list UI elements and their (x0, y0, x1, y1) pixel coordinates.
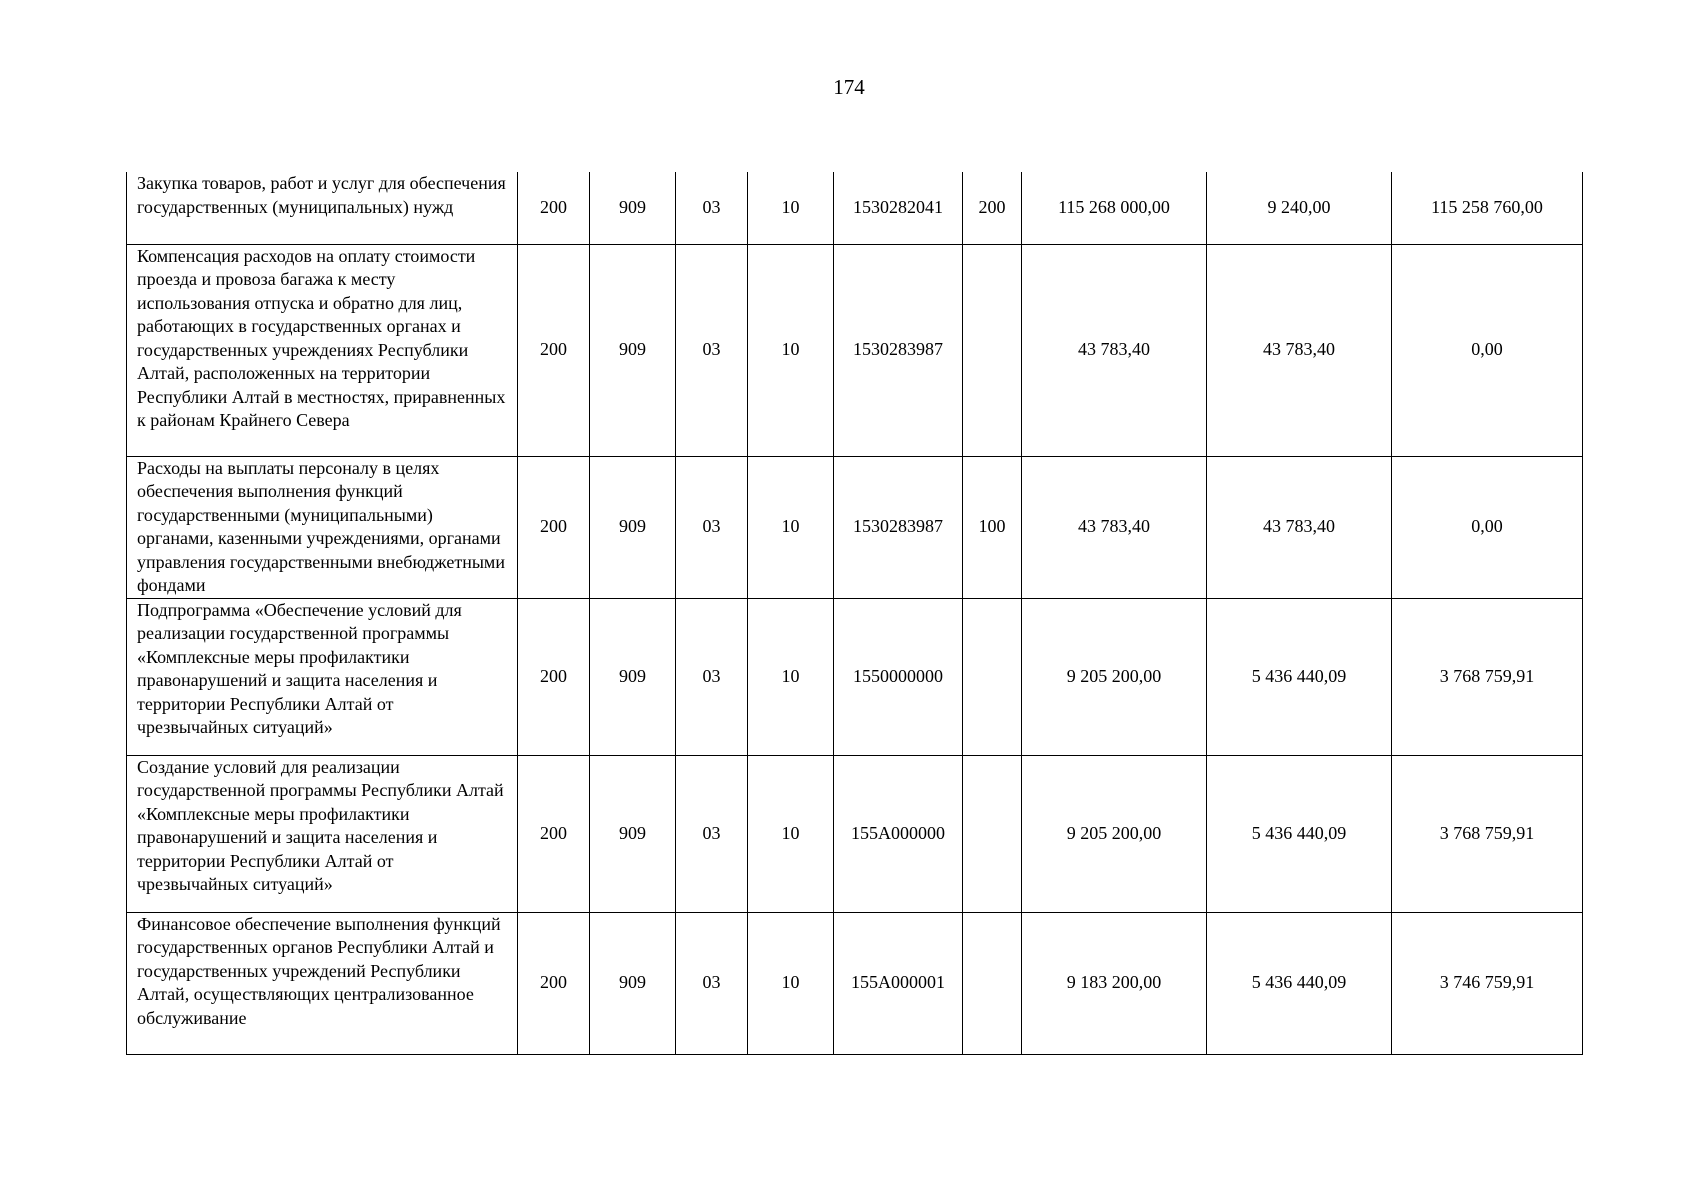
cell-subsection: 10 (748, 598, 834, 755)
cell-approved: 43 783,40 (1022, 456, 1207, 598)
cell-remaining: 0,00 (1392, 244, 1583, 456)
cell-subsection: 10 (748, 172, 834, 244)
cell-subsection: 10 (748, 912, 834, 1054)
cell-executed: 5 436 440,09 (1207, 598, 1392, 755)
cell-expense-type: 100 (963, 456, 1022, 598)
cell-remaining: 115 258 760,00 (1392, 172, 1583, 244)
table-row (127, 598, 1583, 755)
cell-subsection: 10 (748, 456, 834, 598)
cell-executed: 9 240,00 (1207, 172, 1392, 244)
cell-admin-code: 200 (518, 755, 590, 912)
cell-approved: 9 205 200,00 (1022, 598, 1207, 755)
cell-section: 03 (676, 172, 748, 244)
cell-ministry-code: 909 (590, 244, 676, 456)
cell-section: 03 (676, 598, 748, 755)
cell-approved: 43 783,40 (1022, 244, 1207, 456)
cell-executed: 43 783,40 (1207, 244, 1392, 456)
cell-admin-code: 200 (518, 172, 590, 244)
row-description: Финансовое обеспечение выполнения функций государственных органов Республики Алтай и государственных учреждений Республики Алтай, осуществляющих централизованное обслуживание (127, 912, 518, 1054)
cell-expense-type (963, 912, 1022, 1054)
cell-admin-code: 200 (518, 598, 590, 755)
cell-target-article: 1530283987 (834, 456, 963, 598)
cell-subsection: 10 (748, 244, 834, 456)
row-description: Подпрограмма «Обеспечение условий для реализации государственной программы «Комплексные меры профилактики правонарушений и защита населения и территории Республики Алтай от чрезвычайных ситуаций» (127, 598, 518, 755)
cell-target-article: 155А000001 (834, 912, 963, 1054)
cell-section: 03 (676, 456, 748, 598)
table-row (127, 755, 1583, 912)
cell-remaining: 3 768 759,91 (1392, 598, 1583, 755)
page-number: 174 (833, 75, 865, 99)
cell-ministry-code: 909 (590, 456, 676, 598)
cell-admin-code: 200 (518, 244, 590, 456)
row-description: Создание условий для реализации государственной программы Республики Алтай «Комплексные меры профилактики правонарушений и защита населения и территории Республики Алтай от чрезвычайных ситуаций» (127, 755, 518, 912)
cell-target-article: 1530282041 (834, 172, 963, 244)
cell-executed: 43 783,40 (1207, 456, 1392, 598)
cell-ministry-code: 909 (590, 172, 676, 244)
table-row (127, 912, 1583, 1054)
cell-target-article: 155А000000 (834, 755, 963, 912)
cell-remaining: 3 768 759,91 (1392, 755, 1583, 912)
cell-target-article: 1530283987 (834, 244, 963, 456)
cell-expense-type (963, 598, 1022, 755)
cell-remaining: 0,00 (1392, 456, 1583, 598)
cell-expense-type: 200 (963, 172, 1022, 244)
cell-approved: 115 268 000,00 (1022, 172, 1207, 244)
cell-section: 03 (676, 244, 748, 456)
cell-subsection: 10 (748, 755, 834, 912)
row-description: Компенсация расходов на оплату стоимости проезда и провоза багажа к месту использования отпуска и обратно для лиц, работающих в государственных органах и государственных учреждениях Республики Алтай, расположенных на территории Республики Алтай в местностях, приравненных к районам Крайнего Севера (127, 244, 518, 456)
table-row (127, 456, 1583, 598)
budget-table (126, 172, 1583, 1055)
cell-ministry-code: 909 (590, 755, 676, 912)
cell-executed: 5 436 440,09 (1207, 755, 1392, 912)
table-row (127, 244, 1583, 456)
cell-remaining: 3 746 759,91 (1392, 912, 1583, 1054)
row-description: Расходы на выплаты персоналу в целях обеспечения выполнения функций государственными (муниципальными) органами, казенными учреждениями, органами управления государственными внебюджетными фондами (127, 456, 518, 598)
cell-section: 03 (676, 912, 748, 1054)
cell-ministry-code: 909 (590, 598, 676, 755)
cell-admin-code: 200 (518, 912, 590, 1054)
table-row (127, 172, 1583, 244)
row-description: Закупка товаров, работ и услуг для обеспечения государственных (муниципальных) нужд (127, 172, 518, 244)
cell-approved: 9 205 200,00 (1022, 755, 1207, 912)
cell-expense-type (963, 244, 1022, 456)
cell-expense-type (963, 755, 1022, 912)
cell-ministry-code: 909 (590, 912, 676, 1054)
cell-executed: 5 436 440,09 (1207, 912, 1392, 1054)
cell-approved: 9 183 200,00 (1022, 912, 1207, 1054)
cell-admin-code: 200 (518, 456, 590, 598)
cell-section: 03 (676, 755, 748, 912)
cell-target-article: 1550000000 (834, 598, 963, 755)
